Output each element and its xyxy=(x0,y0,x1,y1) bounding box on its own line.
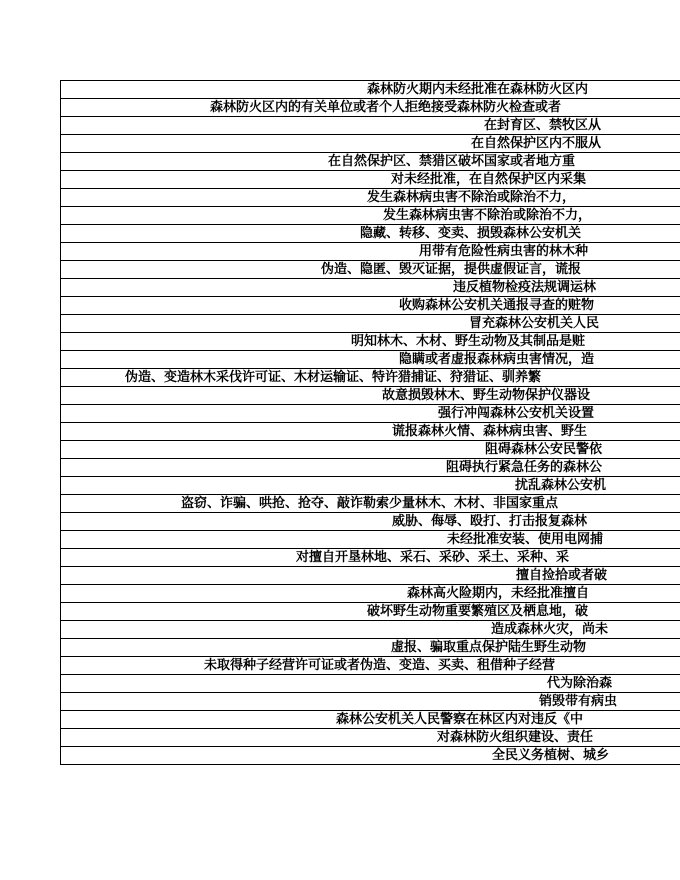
table-cell-text: 伪造、隐匿、毁灭证据，提供虚假证言，谎报 xyxy=(321,262,582,277)
table-row[interactable] xyxy=(60,621,680,639)
table-cell-text: 用带有危险性病虫害的林木种 xyxy=(419,244,589,259)
table-cell-text: 发生森林病虫害不除治或除治不力， xyxy=(367,190,576,205)
table-cell-text: 擅自捡拾或者破 xyxy=(516,568,608,583)
table-cell-text: 森林高火险期内，未经批准擅自 xyxy=(407,586,590,601)
table-cell-text: 阻碍执行紧急任务的森林公 xyxy=(446,460,603,475)
table-cell-text: 威胁、侮辱、殴打、打击报复森林 xyxy=(392,514,588,529)
table-cell-text: 在自然保护区、禁猎区破坏国家或者地方重 xyxy=(328,154,576,169)
table-row[interactable] xyxy=(60,729,680,747)
table-cell-text: 发生森林病虫害不除治或除治不力， xyxy=(383,208,592,223)
table-cell-text: 隐藏、转移、变卖、损毁森林公安机关 xyxy=(360,226,582,241)
table-row[interactable] xyxy=(60,459,680,477)
table-row[interactable] xyxy=(60,513,680,531)
table-row[interactable] xyxy=(60,315,680,333)
table-row[interactable] xyxy=(60,477,680,495)
table-cell-text: 全民义务植树、城乡 xyxy=(492,748,610,763)
table-row[interactable] xyxy=(60,297,680,315)
table-row[interactable] xyxy=(60,135,680,153)
table-row[interactable] xyxy=(60,369,680,387)
table-row[interactable] xyxy=(60,117,680,135)
table-row[interactable] xyxy=(60,531,680,549)
table-cell-text: 隐瞒或者虚报森林病虫害情况，造 xyxy=(399,352,595,367)
table-row[interactable] xyxy=(60,603,680,621)
table-cell-text: 故意损毁林木、野生动物保护仪器设 xyxy=(382,388,591,403)
table-row[interactable] xyxy=(60,747,680,765)
table-row[interactable] xyxy=(60,333,680,351)
table-cell-text: 在自然保护区内不服从 xyxy=(471,136,602,151)
table-row[interactable] xyxy=(60,675,680,693)
table-row[interactable] xyxy=(60,171,680,189)
table-row[interactable] xyxy=(60,585,680,603)
table-row[interactable] xyxy=(60,81,680,99)
table-row[interactable] xyxy=(60,423,680,441)
table-row[interactable] xyxy=(60,261,680,279)
table-cell-text: 收购森林公安机关通报寻查的赃物 xyxy=(399,298,595,313)
table-row[interactable] xyxy=(60,567,680,585)
table-cell-text: 对森林防火组织建设、责任 xyxy=(437,730,594,745)
table-cell-text: 阻碍森林公安民警依 xyxy=(485,442,603,457)
table-row[interactable] xyxy=(60,711,680,729)
table-row[interactable] xyxy=(60,225,680,243)
table-row[interactable] xyxy=(60,99,680,117)
table-cell-text: 违反植物检疫法规调运林 xyxy=(453,280,597,295)
table-row[interactable] xyxy=(60,153,680,171)
table-cell-text: 未经批准安装、使用电网捕 xyxy=(447,532,604,547)
table-row[interactable] xyxy=(60,657,680,675)
table-row[interactable] xyxy=(60,405,680,423)
table-cell-text: 造成森林火灾，尚未 xyxy=(491,622,609,637)
table-cell-text: 森林防火区内的有关单位或者个人拒绝接受森林防火检查或者 xyxy=(210,100,562,115)
table-cell-text: 强行冲闯森林公安机关设置 xyxy=(438,406,595,421)
table-cell-text: 森林防火期内未经批准在森林防火区内 xyxy=(367,82,589,97)
table-cell-text: 扰乱森林公安机 xyxy=(515,478,607,493)
table-row[interactable] xyxy=(60,387,680,405)
table-cell-text: 对擅自开垦林地、采石、采砂、采土、采种、采 xyxy=(296,550,570,565)
spreadsheet-table xyxy=(60,80,680,765)
table-row[interactable] xyxy=(60,243,680,261)
table-cell-text: 在封育区、禁牧区从 xyxy=(484,118,602,133)
table-cell-text: 未取得种子经营许可证或者伪造、变造、买卖、租借种子经营 xyxy=(204,658,556,673)
table-row[interactable] xyxy=(60,279,680,297)
table-cell-text: 破坏野生动物重要繁殖区及栖息地，破 xyxy=(367,604,589,619)
table-row[interactable] xyxy=(60,693,680,711)
table-row[interactable] xyxy=(60,351,680,369)
table-cell-text: 代为除治森 xyxy=(547,676,613,691)
table-row[interactable] xyxy=(60,549,680,567)
table-cell-text: 伪造、变造林木采伐许可证、木材运输证、特许猎捕证、狩猎证、驯养繁 xyxy=(125,370,542,385)
table-cell-text: 对未经批准，在自然保护区内采集 xyxy=(391,172,587,187)
table-row[interactable] xyxy=(60,495,680,513)
table-row[interactable] xyxy=(60,207,680,225)
table-cell-text: 冒充森林公安机关人民 xyxy=(469,316,600,331)
table-cell-text: 虚报、骗取重点保护陆生野生动物 xyxy=(391,640,587,655)
table-row[interactable] xyxy=(60,189,680,207)
table-cell-text: 森林公安机关人民警察在林区内对违反《中 xyxy=(336,712,584,727)
table-row[interactable] xyxy=(60,639,680,657)
table-cell-text: 明知林木、木材、野生动物及其制品是赃 xyxy=(351,334,586,349)
table-cell-text: 谎报森林火情、森林病虫害、野生 xyxy=(392,424,588,439)
table-cell-text: 盗窃、诈骗、哄抢、抢夺、敲诈勒索少量林木、木材、非国家重点 xyxy=(181,496,559,511)
table-row[interactable] xyxy=(60,441,680,459)
table-cell-text: 销毁带有病虫 xyxy=(539,694,618,709)
